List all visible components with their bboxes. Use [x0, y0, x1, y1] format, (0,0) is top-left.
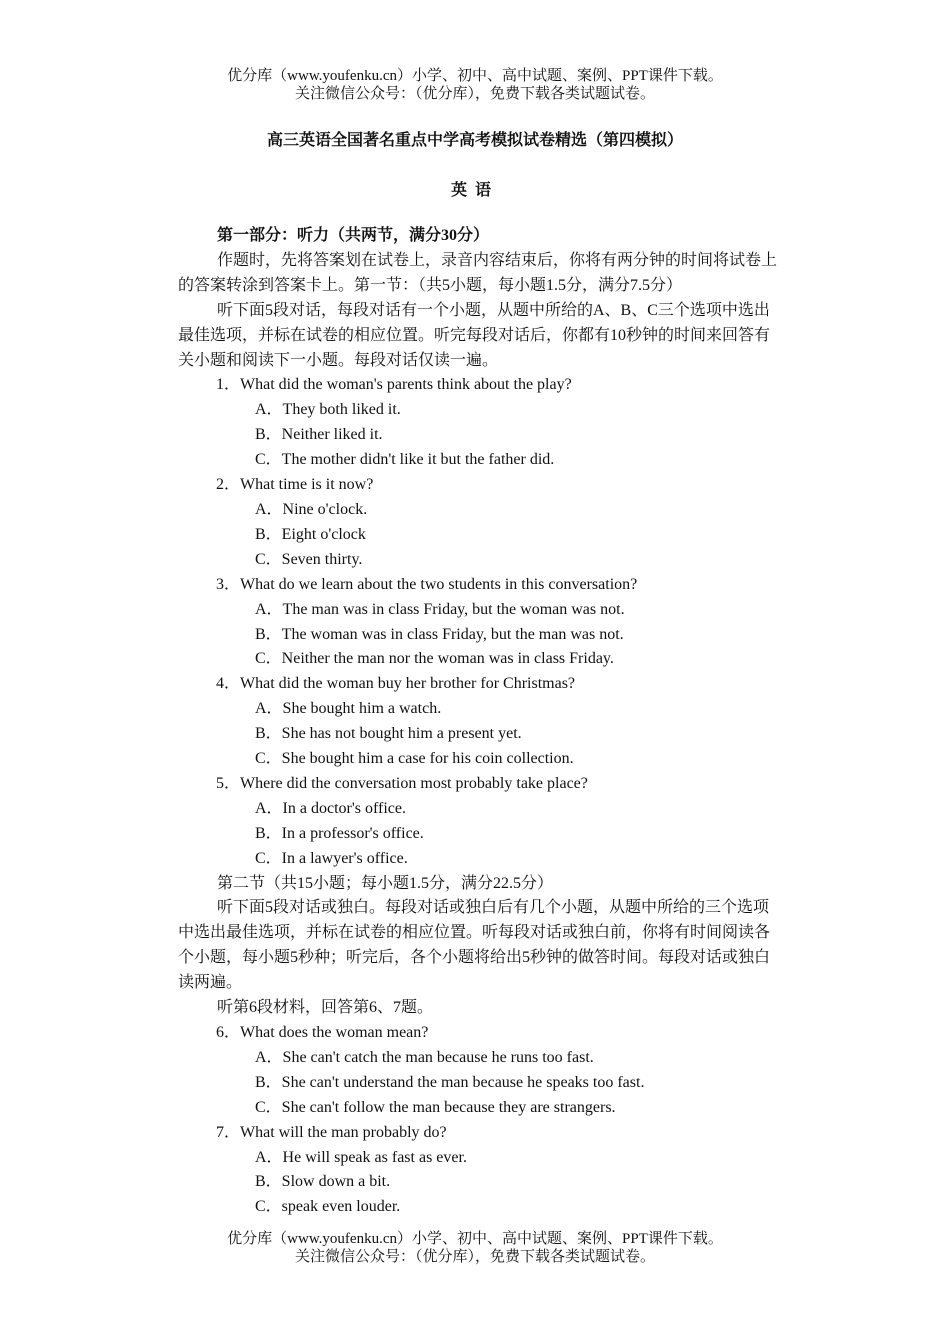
material-6-note: 听第6段材料，回答第6、7题。: [217, 999, 434, 1017]
option-a: A．In a doctor's office.: [255, 799, 406, 817]
footer-wechat-line: 关注微信公众号：（优分库），免费下载各类试题试卷。: [294, 1249, 655, 1265]
question-2: 2．What time is it now?: [216, 476, 374, 494]
option-b: B．She can't understand the man because he speaks too fast.: [255, 1073, 645, 1091]
option-c: C．Neither the man nor the woman was in class Friday.: [255, 650, 614, 668]
option-a: A．The man was in class Friday, but the woman was not.: [255, 600, 625, 618]
exam-title: 高三英语全国著名重点中学高考模拟试卷精选（第四模拟）: [266, 132, 683, 149]
page-footer: [0, 1230, 950, 1266]
option-b: B．The woman was in class Friday, but the man was not.: [255, 625, 624, 643]
option-b: B．Eight o'clock: [255, 525, 366, 543]
question-block: [178, 1021, 778, 1121]
option-c: C．Seven thirty.: [255, 550, 363, 568]
subject-heading: 英语: [450, 182, 499, 199]
question-6: 6．What does the woman mean?: [216, 1024, 429, 1041]
option-a: A．She can't catch the man because he runs too fast.: [255, 1048, 594, 1066]
option-a: A．She bought him a watch.: [255, 700, 442, 718]
question-5: 5．Where did the conversation most probably take place?: [216, 774, 588, 792]
question-block: [178, 473, 778, 573]
part1-intro: 作题时，先将答案划在试卷上，录音内容结束后，你将有两分钟的时间将试卷上的答案转涂到答案卡上。第一节：（共5小题，每小题1.5分，满分7.5分）: [178, 251, 778, 294]
option-c: C．In a lawyer's office.: [255, 849, 408, 867]
option-b: B．Neither liked it.: [255, 426, 383, 444]
exam-body: [178, 224, 778, 1220]
question-block: [178, 373, 778, 473]
option-a: A．They both liked it.: [255, 401, 401, 419]
option-b: B．In a professor's office.: [255, 824, 424, 842]
header-promo-line: 优分库（www.youfenku.cn）小学、初中、高中试题、案例、PPT课件下载。: [227, 68, 723, 84]
section2-instructions: 听下面5段对话或独白。每段对话或独白后有几个小题，从题中所给的三个选项中选出最佳选项，并标在试卷的相应位置。听每段对话或独白前，你将有时间阅读各个小题，每小题5秒种；听完后，各个小题将给出5秒钟的做答时间。每段对话或独白读两遍。: [178, 899, 771, 992]
option-c: C．She bought him a case for his coin collection.: [255, 750, 574, 768]
part1-heading: 第一部分：听力（共两节，满分30分）: [217, 227, 490, 244]
question-block: [178, 772, 778, 872]
option-a: A．He will speak as fast as ever.: [255, 1148, 467, 1166]
question-1: 1．What did the woman's parents think about the play?: [216, 376, 572, 394]
option-c: C．She can't follow the man because they are strangers.: [255, 1098, 616, 1116]
option-a: A．Nine o'clock.: [255, 500, 368, 518]
option-b: B．Slow down a bit.: [255, 1173, 391, 1191]
option-b: B．She has not bought him a present yet.: [255, 725, 522, 743]
question-block: [178, 672, 778, 772]
option-c: C．The mother didn't like it but the father did.: [255, 451, 555, 469]
question-block: [178, 573, 778, 673]
question-7: 7．What will the man probably do?: [216, 1123, 447, 1141]
section1-instructions: 听下面5段对话，每段对话有一个小题，从题中所给的A、B、C三个选项中选出最佳选项，并标在试卷的相应位置。听完每段对话后，你都有10秒钟的时间来回答有关小题和阅读下一小题。每段对话仅读一遍。: [178, 301, 771, 369]
footer-promo-line: 优分库（www.youfenku.cn）小学、初中、高中试题、案例、PPT课件下载。: [227, 1231, 723, 1247]
page-header: [0, 67, 950, 103]
option-c: C．speak even louder.: [255, 1198, 401, 1216]
question-block: [178, 1121, 778, 1221]
question-4: 4．What did the woman buy her brother for Christmas?: [216, 675, 576, 693]
header-wechat-line: 关注微信公众号：（优分库），免费下载各类试题试卷。: [294, 86, 655, 102]
section2-heading: 第二节（共15小题；每小题1.5分，满分22.5分）: [217, 874, 554, 892]
question-3: 3．What do we learn about the two students in this conversation?: [216, 575, 638, 593]
